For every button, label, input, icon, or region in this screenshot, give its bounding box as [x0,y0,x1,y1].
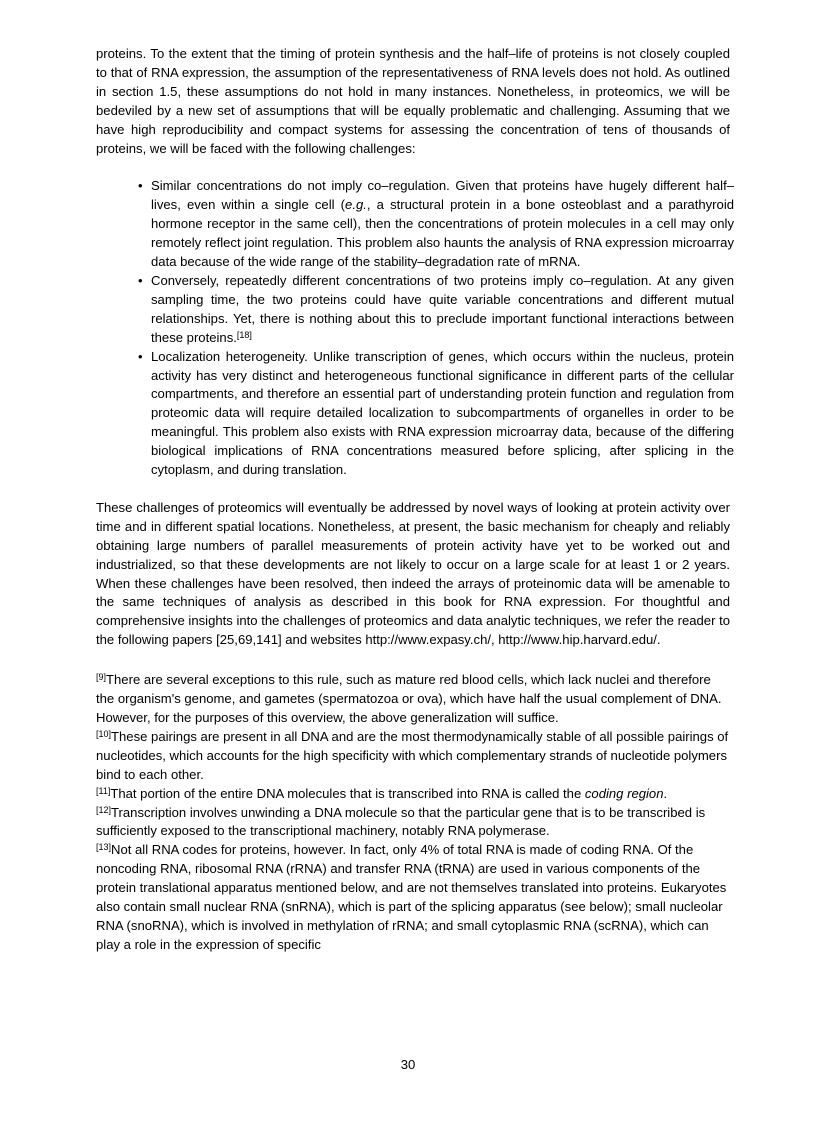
list-item [138,177,734,272]
list-item-text: Similar concentrations do not imply co–regulation. Given that proteins have hugely different half–lives, even within a single cell ( [151,178,734,213]
footnote-text: Transcription involves unwinding a DNA molecule so that the particular gene that is to be transcribed is sufficiently exposed to the transcriptional machinery, notably RNA polymerase. [96,804,706,839]
footnote-10 [96,728,730,785]
list-item-emphasis: e.g. [345,197,367,213]
list-item [138,348,734,480]
list-item-text-after: , a structural protein in a bone osteoblast and a parathyroid hormone receptor in the same cell), then the concentrations of protein molecules in a cell may only remotely reflect joint regulation. This problem also haunts the analysis of RNA expression microarray data because of the wide range of the stability–degradation rate of mRNA. [151,197,735,270]
spacer [96,650,730,671]
footnote-marker: [10] [96,729,112,740]
spacer [96,158,730,177]
challenges-list [138,177,734,480]
footnote-marker: [13] [96,842,112,853]
bullet-icon: • [138,272,143,288]
footnote-11 [96,785,730,804]
list-item [138,272,734,348]
page-number: 30 [400,1057,416,1072]
footnote-9 [96,671,730,728]
footnote-marker: [12] [96,804,112,815]
bullet-icon: • [138,348,143,364]
body-paragraph-1: proteins. To the extent that the timing of protein synthesis and the half–life of proteins is not closely coupled to that of RNA expression, the assumption of the representativeness of RNA levels does not hold. As outlined in section 1.5, these assumptions do not hold in many instances. Nonetheless, in proteomics, we will be bedeviled by a new set of assumptions that will be equally problematic and challenging. Assuming that we have high reproducibility and compact systems for assessing the concentration of tens of thousands of proteins, we will be faced with the following challenges: [96,46,730,156]
footnote-12 [96,804,730,842]
footnote-text-after: . [663,785,668,801]
footnote-text: That portion of the entire DNA molecules that is transcribed into RNA is called the [110,785,585,801]
body-paragraph-2: These challenges of proteomics will eventually be addressed by novel ways of looking at protein activity over time and in different spatial locations. Nonetheless, at present, the basic mechanism for cheaply and reliably obtaining large numbers of parallel measurements of protein activity have yet to be worked out and industrialized, so that these developments are not likely to occur on a large scale for at least 1 or 2 years. When these challenges have been resolved, then indeed the arrays of proteinomic data will be amenable to the same techniques of analysis as described in this book for RNA expression. For thoughtful and comprehensive insights into the challenges of proteomics and data analytic techniques, we refer the reader to the following papers [25,69,141] and websites http://www.expasy.ch/, http://www.hip.harvard.edu/. [96,499,730,648]
footnote-text: These pairings are present in all DNA and are the most thermodynamically stable of all possible pairings of nucleotides, which accounts for the high specificity with which complementary strands of nucleotide polymers bind to each other. [96,728,729,782]
list-item-text: Localization heterogeneity. Unlike transcription of genes, which occurs within the nucleus, protein activity has very distinct and heterogeneous functional significance in different parts of the cellular compartments, and therefore an essential part of understanding protein function and regulation from proteomic data will require detailed localization to subcompartments of organelles in order to be meaningful. This problem also exists with RNA expression microarray data, because of the differing biological implications of RNA concentrations measured before splicing, after splicing in the cytoplasm, and during translation. [151,348,734,478]
footnote-marker: [9] [96,672,107,683]
footnote-reference: [18] [236,329,252,340]
footnote-13 [96,841,730,954]
footnotes-section [96,671,730,955]
page-content [96,45,735,955]
footnote-text: There are several exceptions to this rule, such as mature red blood cells, which lack nuclei and therefore the organism's genome, and gametes (spermatozoa or ova), which have half the usual complement of DNA. However, for the purposes of this overview, the above generalization will suffice. [96,672,722,725]
list-item-text: Conversely, repeatedly different concentrations of two proteins imply co–regulation. At any given sampling time, the two proteins could have quite variable concentrations and different mutual relationships. Yet, there is nothing about this to preclude important functional interactions between these proteins. [151,272,734,345]
spacer [96,480,730,499]
footnote-emphasis: coding region [584,785,664,801]
footnote-text: Not all RNA codes for proteins, however. In fact, only 4% of total RNA is made of coding RNA. Of the noncoding RNA, ribosomal RNA (rRNA) and transfer RNA (tRNA) are used in various components of the protein translational apparatus mentioned below, and are not themselves translated into proteins. Eukaryotes also contain small nuclear RNA (snRNA), which is part of the splicing apparatus (see below); small nucleolar RNA (snoRNA), which is involved in methylation of rRNA; and small cytoplasmic RNA (scRNA), which can play a role in the expression of specific [96,842,727,952]
footnote-marker: [11] [96,785,111,796]
bullet-icon: • [138,178,143,194]
